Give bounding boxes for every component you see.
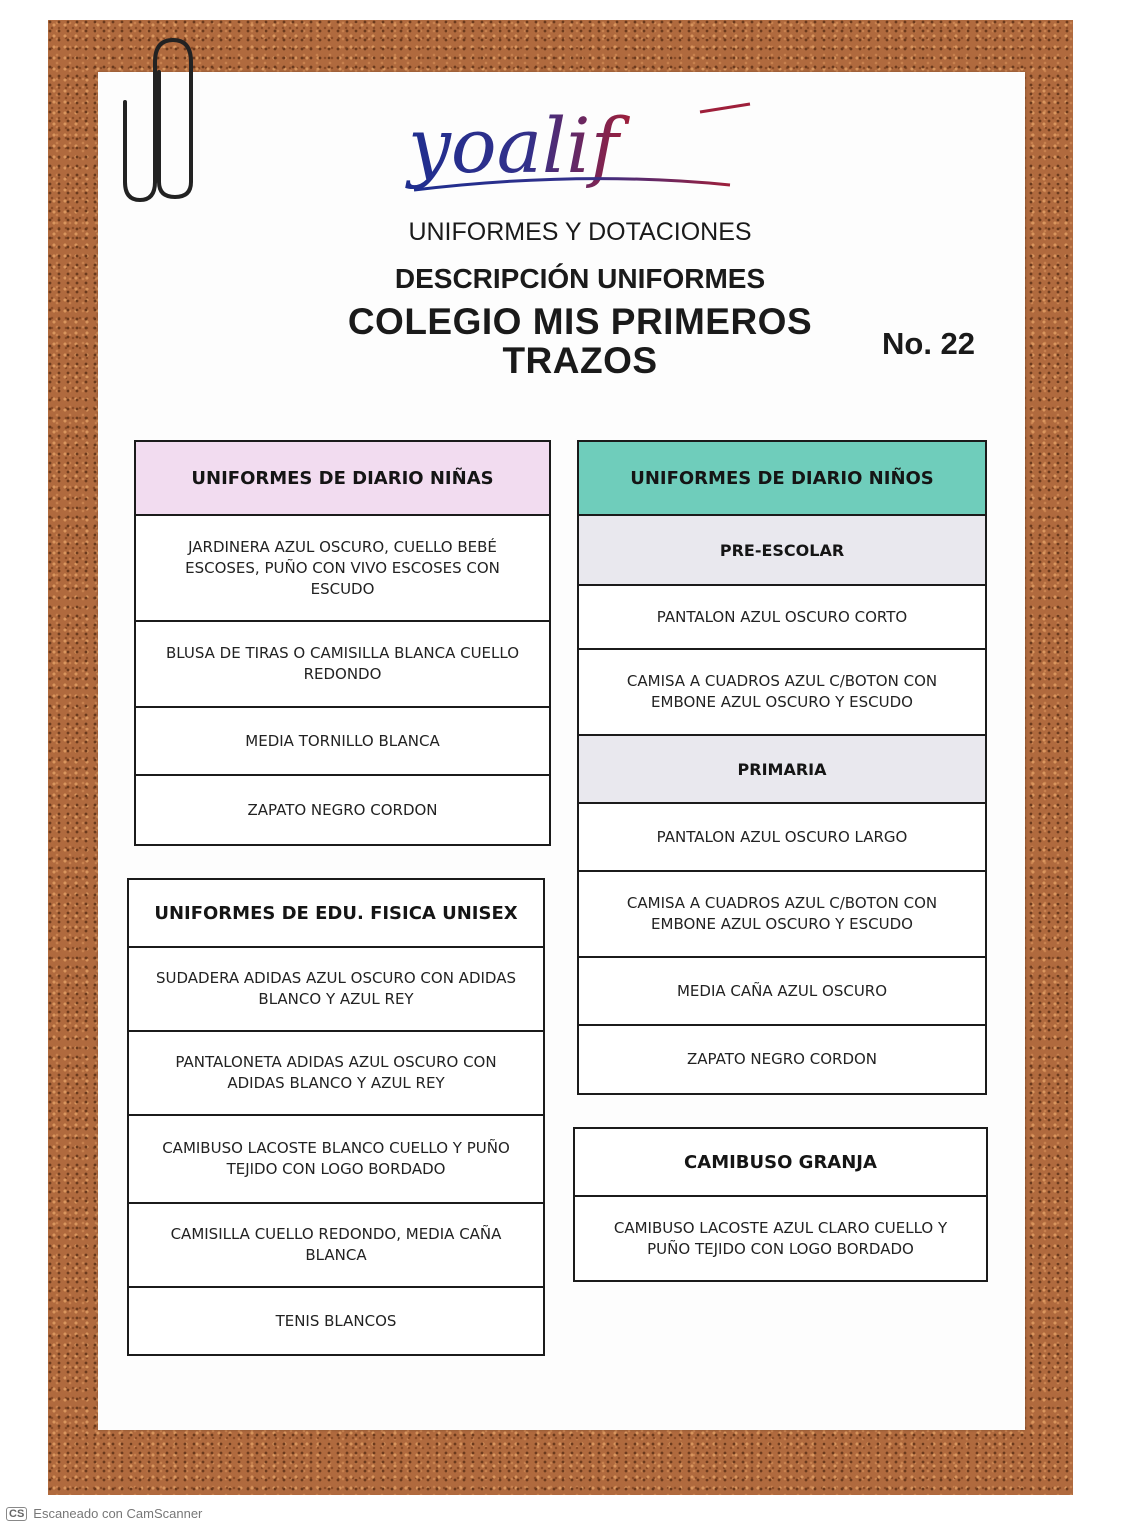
- girls-table-header: UNIFORMES DE DIARIO NIÑAS: [136, 442, 549, 516]
- farm-shirt-table: [573, 1127, 988, 1282]
- primary-subheader: PRIMARIA: [579, 736, 985, 804]
- school-name: [300, 302, 860, 380]
- table-row: CAMISILLA CUELLO REDONDO, MEDIA CAÑA BLANCA: [129, 1204, 543, 1288]
- logo-text: yoalif: [408, 101, 619, 190]
- table-row: CAMISA A CUADROS AZUL C/BOTON CON EMBONE AZUL OSCURO Y ESCUDO: [579, 872, 985, 958]
- table-row: JARDINERA AZUL OSCURO, CUELLO BEBÉ ESCOSES, PUÑO CON VIVO ESCOSES CON ESCUDO: [136, 516, 549, 622]
- paperclip-icon: [115, 32, 205, 202]
- table-row: CAMISA A CUADROS AZUL C/BOTON CON EMBONE AZUL OSCURO Y ESCUDO: [579, 650, 985, 736]
- boys-uniform-table: [577, 440, 987, 1095]
- description-heading: DESCRIPCIÓN UNIFORMES: [394, 263, 766, 294]
- table-row: MEDIA TORNILLO BLANCA: [136, 708, 549, 776]
- table-row: SUDADERA ADIDAS AZUL OSCURO CON ADIDAS BLANCO Y AZUL REY: [129, 948, 543, 1032]
- table-row: PANTALON AZUL OSCURO CORTO: [579, 586, 985, 650]
- scanner-footer-text: Escaneado con CamScanner: [33, 1506, 203, 1521]
- boys-table-header: UNIFORMES DE DIARIO NIÑOS: [579, 442, 985, 516]
- camscanner-icon: CS: [6, 1507, 27, 1521]
- scanner-footer: [6, 1506, 202, 1521]
- pe-uniform-table: [127, 878, 545, 1356]
- table-row: PANTALONETA ADIDAS AZUL OSCURO CON ADIDAS BLANCO Y AZUL REY: [129, 1032, 543, 1116]
- farm-table-header: CAMIBUSO GRANJA: [575, 1129, 986, 1197]
- table-row: PANTALON AZUL OSCURO LARGO: [579, 804, 985, 872]
- table-row: MEDIA CAÑA AZUL OSCURO: [579, 958, 985, 1026]
- list-number: No. 22: [882, 326, 976, 361]
- preschool-subheader: PRE-ESCOLAR: [579, 516, 985, 586]
- table-row: ZAPATO NEGRO CORDON: [686, 1050, 878, 1068]
- yoalif-logo: [400, 100, 760, 210]
- girls-uniform-table: [134, 440, 551, 846]
- table-row: ZAPATO NEGRO CORDON: [247, 800, 438, 819]
- school-name-line2: TRAZOS: [502, 340, 658, 381]
- school-name-line1: COLEGIO MIS PRIMEROS: [347, 301, 813, 342]
- table-row: BLUSA DE TIRAS O CAMISILLA BLANCA CUELLO REDONDO: [136, 622, 549, 708]
- company-subtitle: UNIFORMES Y DOTACIONES: [408, 218, 752, 246]
- table-row: CAMIBUSO LACOSTE BLANCO CUELLO Y PUÑO TEJIDO CON LOGO BORDADO: [129, 1116, 543, 1204]
- table-row: TENIS BLANCOS: [275, 1311, 397, 1330]
- pe-table-header: UNIFORMES DE EDU. FISICA UNISEX: [129, 880, 543, 948]
- table-row: CAMIBUSO LACOSTE AZUL CLARO CUELLO Y PUÑO TEJIDO CON LOGO BORDADO: [613, 1218, 948, 1258]
